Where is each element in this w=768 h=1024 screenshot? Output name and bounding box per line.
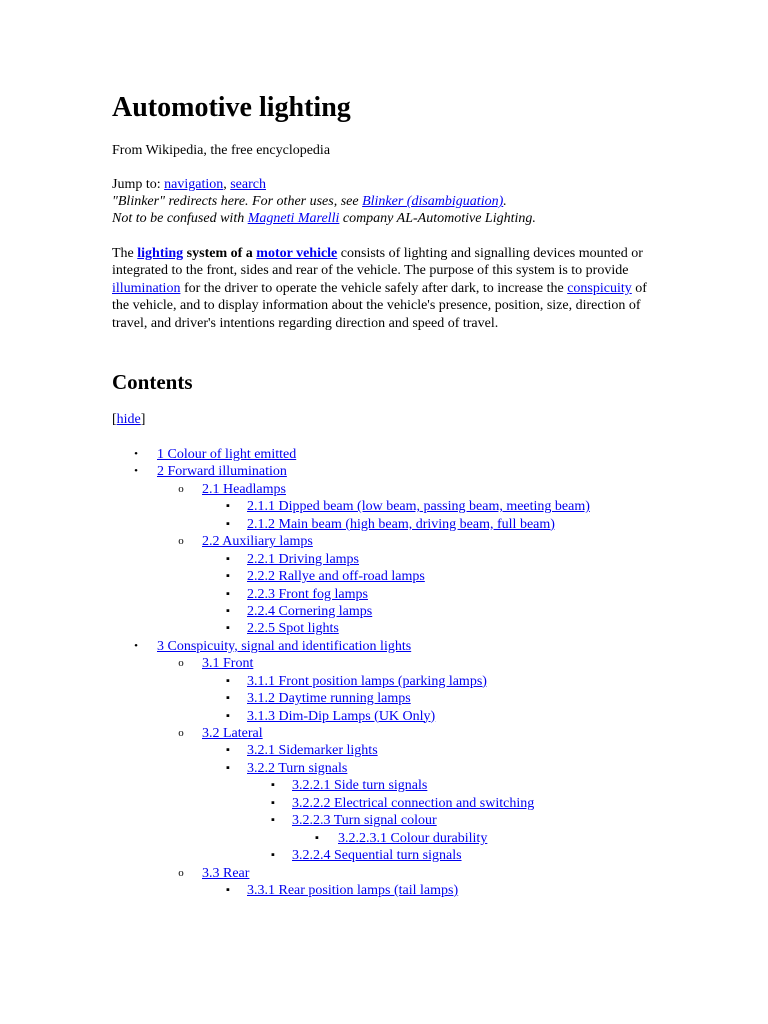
toc-item [0,725,768,742]
toc-link[interactable]: 2.1.2 Main beam (high beam, driving beam, full beam) [247,516,555,532]
toc-bullet: ▪ [226,883,230,896]
hatnote-redirect-end: . [503,194,507,209]
toc-item [0,551,768,568]
toc-bullet: • [134,639,138,652]
conspicuity-link[interactable]: conspicuity [567,280,632,296]
jump-separator: , [223,177,231,192]
toc-item [0,533,768,550]
illumination-link[interactable]: illumination [112,280,181,296]
toc-link[interactable]: 2.2.3 Front fog lamps [247,586,368,602]
toc-item [0,742,768,759]
toc-link[interactable]: 3.2.1 Sidemarker lights [247,743,378,759]
toc-bullet: ▪ [226,622,230,635]
toc-item [0,586,768,603]
toc-item [0,498,768,515]
page-title: Automotive lighting [112,92,351,123]
toc-link[interactable]: 3.2 Lateral [202,726,263,741]
toc-item [0,673,768,690]
toc-item [0,830,768,847]
toc-link[interactable]: 3.1 Front [202,656,254,672]
toc-link[interactable]: 2.1 Headlamps [202,481,286,497]
toc-bullet: o [178,657,184,670]
table-of-contents [0,446,768,899]
toc-item [0,568,768,585]
toc-link[interactable]: 3.3 Rear [202,865,250,881]
toc-item [0,481,768,498]
toc-link[interactable]: 3.1.1 Front position lamps (parking lamps) [247,673,487,689]
toc-item [0,655,768,672]
hide-toc-link[interactable]: hide [116,412,141,427]
jump-to-label: Jump to: [112,177,165,192]
lighting-link[interactable]: lighting [137,246,184,261]
toc-bullet: ▪ [226,692,230,705]
toc-item [0,777,768,794]
hatnote-confuse-text: Not to be confused with [112,211,248,226]
toc-bullet: • [134,465,138,478]
hatnote-redirect [112,193,507,210]
toc-bullet: ▪ [271,779,275,792]
toc-link[interactable]: 2.2.4 Cornering lamps [247,603,373,619]
intro-paragraph [112,245,660,332]
toc-link[interactable]: 3.3.1 Rear position lamps (tail lamps) [247,882,459,898]
toc-bullet: • [134,448,138,460]
toc-item [0,708,768,725]
toc-item [0,865,768,882]
toc-item [0,463,768,480]
toc-link[interactable]: 3 Conspicuity, signal and identification lights [157,638,412,654]
toc-item [0,603,768,620]
toc-link[interactable]: 3.2.2 Turn signals [247,760,348,776]
toc-bullet: ▪ [226,500,230,513]
motor-vehicle-link[interactable]: motor vehicle [256,246,338,261]
toc-link[interactable]: 2.2.2 Rallye and off-road lamps [247,569,425,585]
jump-to-bar [112,176,266,193]
toc-bullet: ▪ [271,814,275,827]
toc-item [0,847,768,864]
toc-bullet: ▪ [226,570,230,583]
site-tagline: From Wikipedia, the free encyclopedia [112,143,331,158]
toc-link[interactable]: 2 Forward illumination [157,464,287,480]
intro-text-1: The [112,246,138,261]
toc-item [0,620,768,637]
toc-toggle-open: [ [112,412,117,427]
toc-link[interactable]: 3.2.2.2 Electrical connection and switching [292,795,535,811]
toc-item [0,760,768,777]
toc-bullet: ▪ [271,796,275,809]
toc-bullet: o [178,866,184,879]
toc-toggle-close: ] [140,412,146,427]
toc-item [0,795,768,812]
toc-bullet: o [178,727,184,739]
toc-link[interactable]: 3.1.3 Dim-Dip Lamps (UK Only) [247,708,436,724]
toc-link[interactable]: 2.1.1 Dipped beam (low beam, passing beam, meeting beam) [247,499,590,515]
toc-item [0,690,768,707]
contents-heading: Contents [112,370,193,394]
toc-link[interactable]: 3.2.2.3.1 Colour durability [338,830,488,846]
toc-bullet: ▪ [226,517,230,530]
toc-bullet: ▪ [226,709,230,722]
toc-link[interactable]: 1 Colour of light emitted [157,447,297,462]
toc-link[interactable]: 2.2 Auxiliary lamps [202,534,313,550]
toc-bullet: ▪ [271,849,275,862]
magneti-marelli-link[interactable]: Magneti Marelli [247,211,340,226]
toc-bullet: ▪ [226,744,230,757]
toc-link[interactable]: 3.2.2.3 Turn signal colour [292,813,437,829]
toc-item [0,516,768,533]
hatnote-confuse [112,210,536,227]
intro-text-3: consists of lighting and signalling devices mounted or integrated to the front, sides and rear of the vehicle. The purpose of this system is to provide [112,246,643,279]
toc-bullet: ▪ [226,761,230,774]
hatnote-confuse-end: company AL-Automotive Lighting. [339,211,536,226]
toc-item [0,446,768,463]
toc-link[interactable]: 3.2.2.1 Side turn signals [292,778,428,794]
intro-text-5: of the vehicle, and to display information about the vehicle's presence, position, size, direction of travel, and driver's intentions regarding direction and speed of travel. [112,280,647,331]
toc-toggle [112,411,145,428]
toc-bullet: ▪ [315,831,319,844]
toc-link[interactable]: 2.2.5 Spot lights [247,621,339,637]
intro-text-4: for the driver to operate the vehicle safely after dark, to increase the [180,280,568,296]
toc-link[interactable]: 2.2.1 Driving lamps [247,551,359,567]
toc-bullet: ▪ [226,552,230,565]
toc-item [0,812,768,829]
toc-bullet: ▪ [226,587,230,600]
toc-bullet: ▪ [226,604,230,617]
toc-bullet: o [178,482,184,495]
blinker-disambiguation-link[interactable]: Blinker (disambiguation) [362,194,504,209]
hatnote-redirect-text: "Blinker" redirects here. For other uses, see [112,194,363,209]
jump-navigation-link[interactable]: navigation [164,177,224,192]
toc-link[interactable]: 3.1.2 Daytime running lamps [247,691,411,707]
intro-text-2: system of a [183,246,257,261]
toc-bullet: o [178,535,184,548]
toc-item [0,638,768,655]
toc-item [0,882,768,899]
toc-link[interactable]: 3.2.2.4 Sequential turn signals [292,848,462,864]
jump-search-link[interactable]: search [230,177,266,192]
toc-bullet: ▪ [226,674,230,687]
